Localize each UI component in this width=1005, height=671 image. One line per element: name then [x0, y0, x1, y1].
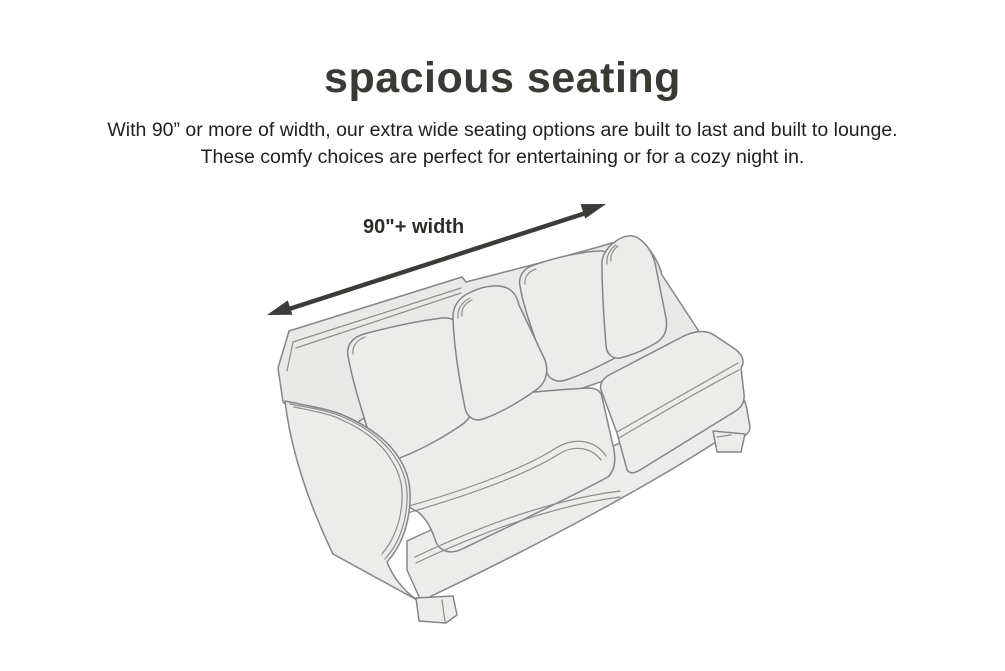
- sofa-drawing: [278, 236, 750, 623]
- description-line-2: These comfy choices are perfect for entertaining or for a cozy night in.: [200, 145, 805, 168]
- description-line-1: With 90” or more of width, our extra wide seating options are built to last and built to lounge.: [107, 119, 898, 141]
- dimension-label: 90"+ width: [363, 216, 465, 238]
- page-title: spacious seating: [324, 54, 681, 102]
- sofa-foot-right: [713, 431, 745, 452]
- sofa-foot-left: [416, 596, 457, 623]
- back-pillow-4: [602, 236, 667, 358]
